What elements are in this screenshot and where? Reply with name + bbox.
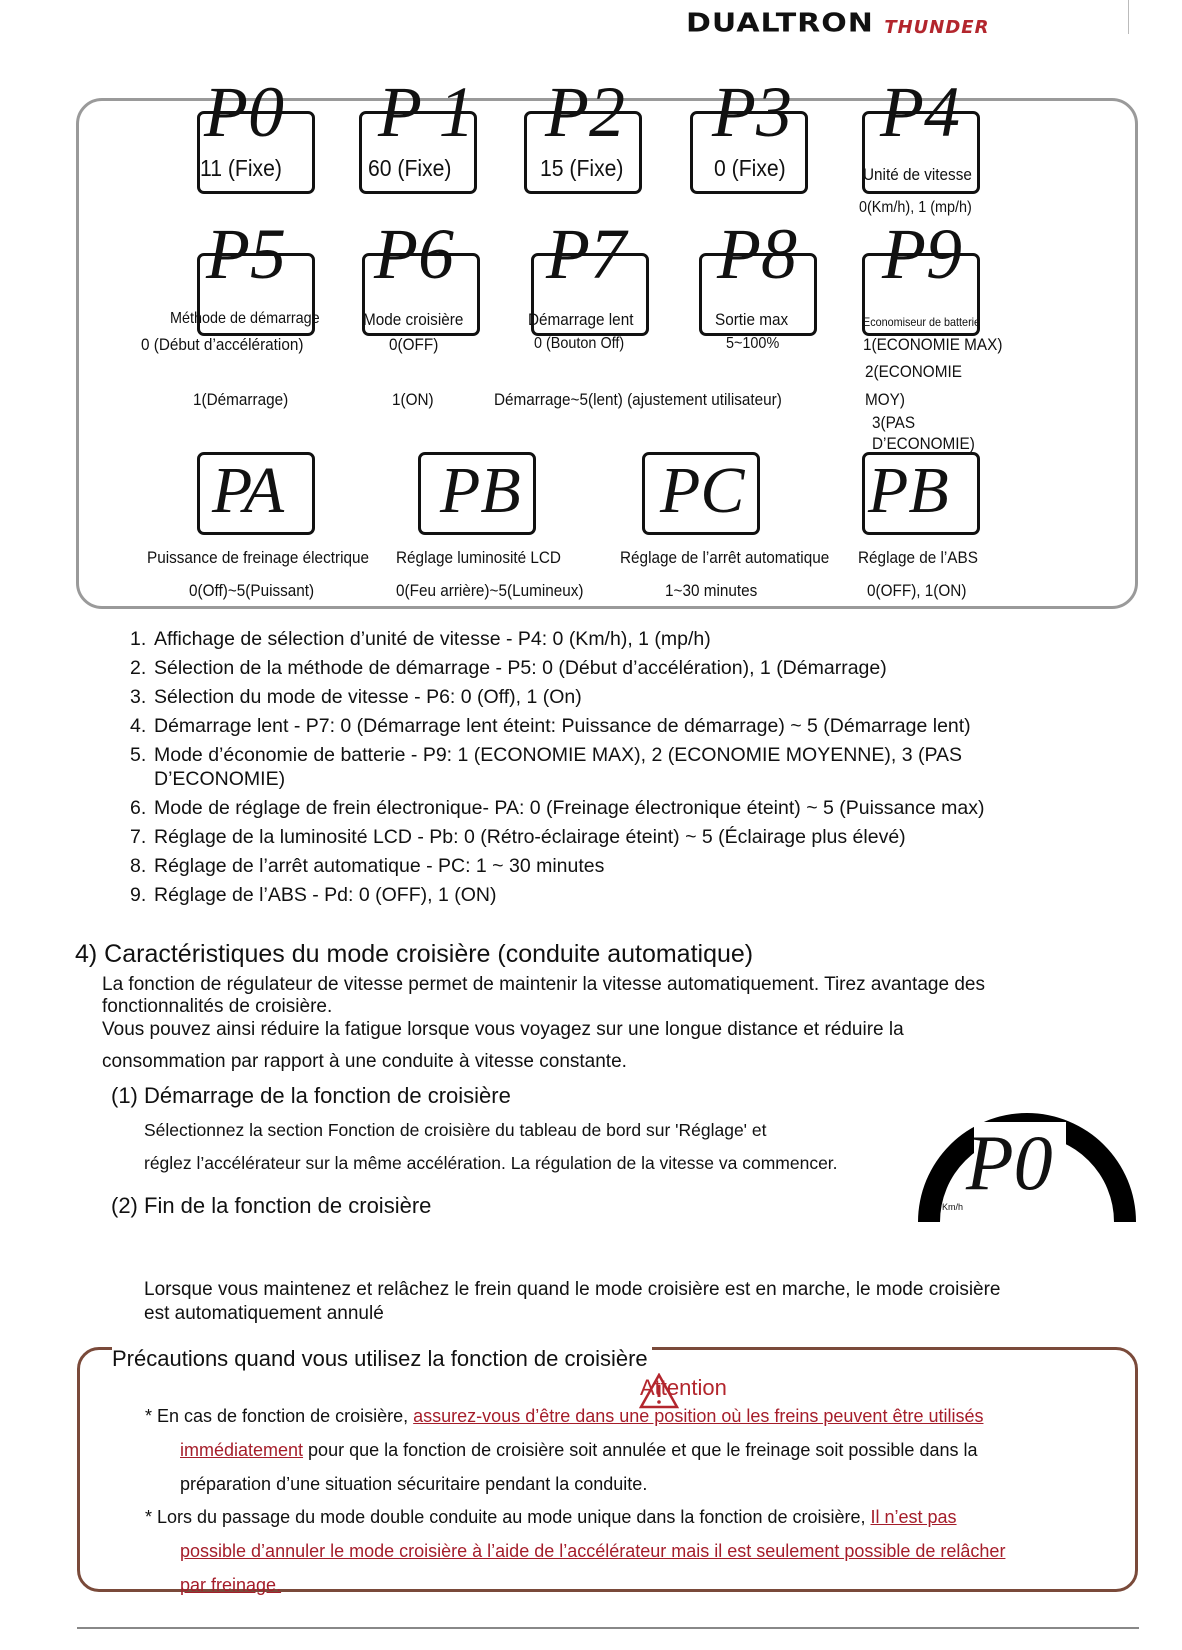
caution-bullet-1-emphasis-2: immédiatement [180, 1440, 304, 1460]
param-code-p4: P4 [880, 72, 960, 152]
intro-line-1: La fonction de régulateur de vitesse permet de maintenir la vitesse automatiquement. Tirez avantage des [102, 974, 985, 995]
param-value-p5: 0 (Début d’accélération) [141, 335, 304, 354]
list-number: 4. [130, 715, 147, 737]
subsection-end-heading: (2) Fin de la fonction de croisière [111, 1193, 432, 1218]
caution-bullet-1-line-1 [145, 1406, 983, 1427]
section-heading: 4) Caractéristiques du mode croisière (conduite automatique) [75, 940, 754, 968]
param-value2-p7: Démarrage~5(lent) (ajustement utilisateur) [494, 390, 782, 409]
list-text: Réglage de la luminosité LCD - Pb: 0 (Rétro-éclairage éteint) ~ 5 (Éclairage plus élevé) [154, 826, 906, 848]
param-label-pb: Réglage luminosité LCD [396, 548, 561, 567]
param-code-p7: P7 [546, 214, 626, 294]
param-label-p6: Mode croisière [363, 310, 464, 329]
caution-title: Précautions quand vous utilisez la fonction de croisière [112, 1346, 652, 1372]
list-number: 5. [130, 744, 147, 766]
list-number: 7. [130, 826, 147, 848]
parameter-description-list [130, 627, 1090, 912]
param-code-p2: P2 [545, 72, 625, 152]
param-value-pc: 1~30 minutes [665, 581, 758, 600]
caution-bullet-2-text: * Lors du passage du mode double conduite au mode unique dans la fonction de croisière, [145, 1507, 871, 1527]
brand-name: DUALTRON [686, 8, 874, 39]
param-code-pc: PC [660, 454, 745, 527]
list-item [130, 796, 1090, 820]
intro-line-3: Vous pouvez ainsi réduire la fatigue lorsque vous voyagez sur une longue distance et réduire la [102, 1019, 904, 1040]
param-value-p8: 5~100% [726, 335, 780, 352]
header-divider [1128, 0, 1129, 34]
param-value2-p6: 1(ON) [392, 390, 434, 409]
param-code-pa: PA [212, 454, 285, 527]
param-value-pa: 0(Off)~5(Puissant) [189, 581, 315, 600]
param-code-p9: P9 [882, 214, 962, 294]
list-item [130, 854, 1090, 878]
list-text: Affichage de sélection d’unité de vitesse - P4: 0 (Km/h), 1 (mp/h) [154, 628, 711, 650]
list-item [130, 883, 1090, 907]
param-value-p7: 0 (Bouton Off) [534, 335, 625, 352]
intro-line-2: fonctionnalités de croisière. [102, 996, 333, 1017]
intro-line-4: consommation par rapport à une conduite à vitesse constante. [102, 1051, 627, 1072]
param-label-p9: Economiseur de batterie [863, 315, 981, 329]
param-value2-p5: 1(Démarrage) [193, 390, 289, 409]
list-item [130, 627, 1090, 651]
param-label-pa: Puissance de freinage électrique [147, 548, 370, 567]
param-value3-p9: MOY) [865, 390, 905, 409]
list-number: 1. [130, 628, 147, 650]
gauge-code: P0 [966, 1119, 1053, 1206]
caution-bullet-1-line-2 [180, 1440, 977, 1461]
list-text: Mode de réglage de frein électronique- PA: 0 (Freinage électronique éteint) ~ 5 (Puissance max) [154, 797, 985, 819]
param-code-p8: P8 [717, 214, 797, 294]
list-number: 2. [130, 657, 147, 679]
param-label-p4: Unité de vitesse [863, 165, 972, 184]
start-text-line-1: Sélectionnez la section Fonction de croisière du tableau de bord sur 'Réglage' et [144, 1120, 767, 1140]
param-code-pb: PB [440, 454, 521, 527]
param-label-p8: Sortie max [715, 310, 789, 329]
start-text-line-2: réglez l’accélérateur sur la même accélération. La régulation de la vitesse va commencer. [144, 1153, 838, 1173]
param-value-p3: 0 (Fixe) [714, 155, 786, 181]
param-label-pc: Réglage de l’arrêt automatique [620, 548, 830, 567]
caution-bullet-2-emphasis: Il n’est pas [870, 1507, 957, 1527]
param-code-p6: P6 [374, 214, 454, 294]
param-code-p3: P3 [712, 72, 792, 152]
list-item [130, 685, 1090, 709]
list-text: Réglage de l’arrêt automatique - PC: 1 ~ 30 minutes [154, 855, 605, 877]
list-text: Sélection du mode de vitesse - P6: 0 (Off), 1 (On) [154, 686, 582, 708]
list-text: Mode d’économie de batterie - P9: 1 (ECONOMIE MAX), 2 (ECONOMIE MOYENNE), 3 (PAS D’ECONOMIE) [154, 744, 963, 790]
param-label-p5: Méthode de démarrage [170, 310, 320, 327]
param-value4-p9: 3(PAS [872, 413, 916, 432]
param-value-p2: 15 (Fixe) [540, 155, 624, 181]
list-text: Démarrage lent - P7: 0 (Démarrage lent éteint: Puissance de démarrage) ~ 5 (Démarrage lent) [154, 715, 971, 737]
subsection-start-heading: (1) Démarrage de la fonction de croisière [111, 1083, 511, 1108]
list-text: Réglage de l’ABS - Pd: 0 (OFF), 1 (ON) [154, 884, 497, 906]
param-label-p7: Démarrage lent [528, 310, 634, 329]
caution-bullet-1-text: * En cas de fonction de croisière, [145, 1406, 414, 1426]
list-item [130, 656, 1090, 680]
caution-bullet-1-line-3: préparation d’une situation sécuritaire pendant la conduite. [180, 1474, 648, 1494]
brand-logo [686, 6, 989, 41]
param-value-p0: 11 (Fixe) [200, 155, 282, 181]
param-value-pb: 0(Feu arrière)~5(Lumineux) [396, 581, 584, 600]
end-text-line-2: est automatiquement annulé [144, 1303, 384, 1324]
param-value-p9: 1(ECONOMIE MAX) [863, 335, 1003, 354]
param-label-pd: Réglage de l’ABS [858, 548, 978, 567]
list-number: 8. [130, 855, 147, 877]
list-number: 3. [130, 686, 147, 708]
param-code-p5: P5 [206, 214, 286, 294]
caution-bullet-2-line-2: possible d’annuler le mode croisière à l’aide de l’accélérateur mais il est seulement possible de relâcher [180, 1541, 1006, 1561]
cruise-display-illustration [918, 1110, 1136, 1222]
list-text: Sélection de la méthode de démarrage - P5: 0 (Début d’accélération), 1 (Démarrage) [154, 657, 887, 679]
caution-bullet-1-emphasis: assurez-vous d’être dans une position où les freins peuvent être utilisés [413, 1406, 984, 1426]
list-number: 9. [130, 884, 147, 906]
caution-bullet-2-line-3: par freinage. [180, 1575, 282, 1595]
caution-bullet-2-line-1 [145, 1507, 957, 1528]
footer-divider [77, 1627, 1139, 1629]
list-item [130, 714, 1090, 738]
gauge-unit: Km/h [942, 1202, 964, 1212]
end-text-line-1: Lorsque vous maintenez et relâchez le frein quand le mode croisière est en marche, le mode croisière [144, 1279, 1001, 1300]
param-value-p4: 0(Km/h), 1 (mp/h) [859, 199, 972, 216]
param-code-p1: P 1 [378, 72, 475, 152]
model-name: THUNDER [884, 17, 990, 38]
param-code-p0: P0 [204, 72, 284, 152]
param-code-pd: PB [868, 454, 949, 527]
param-value2-p9: 2(ECONOMIE [865, 362, 962, 381]
param-value-p6: 0(OFF) [389, 335, 439, 354]
list-number: 6. [130, 797, 147, 819]
list-item [130, 743, 1090, 791]
attention-label: Attention [640, 1375, 727, 1400]
caution-bullet-1-text-2: pour que la fonction de croisière soit annulée et que le freinage soit possible dans la [303, 1440, 978, 1460]
param-value5-p9: D’ECONOMIE) [872, 434, 975, 453]
param-value-p1: 60 (Fixe) [368, 155, 452, 181]
list-item [130, 825, 1090, 849]
param-value-pd: 0(OFF), 1(ON) [867, 581, 967, 600]
